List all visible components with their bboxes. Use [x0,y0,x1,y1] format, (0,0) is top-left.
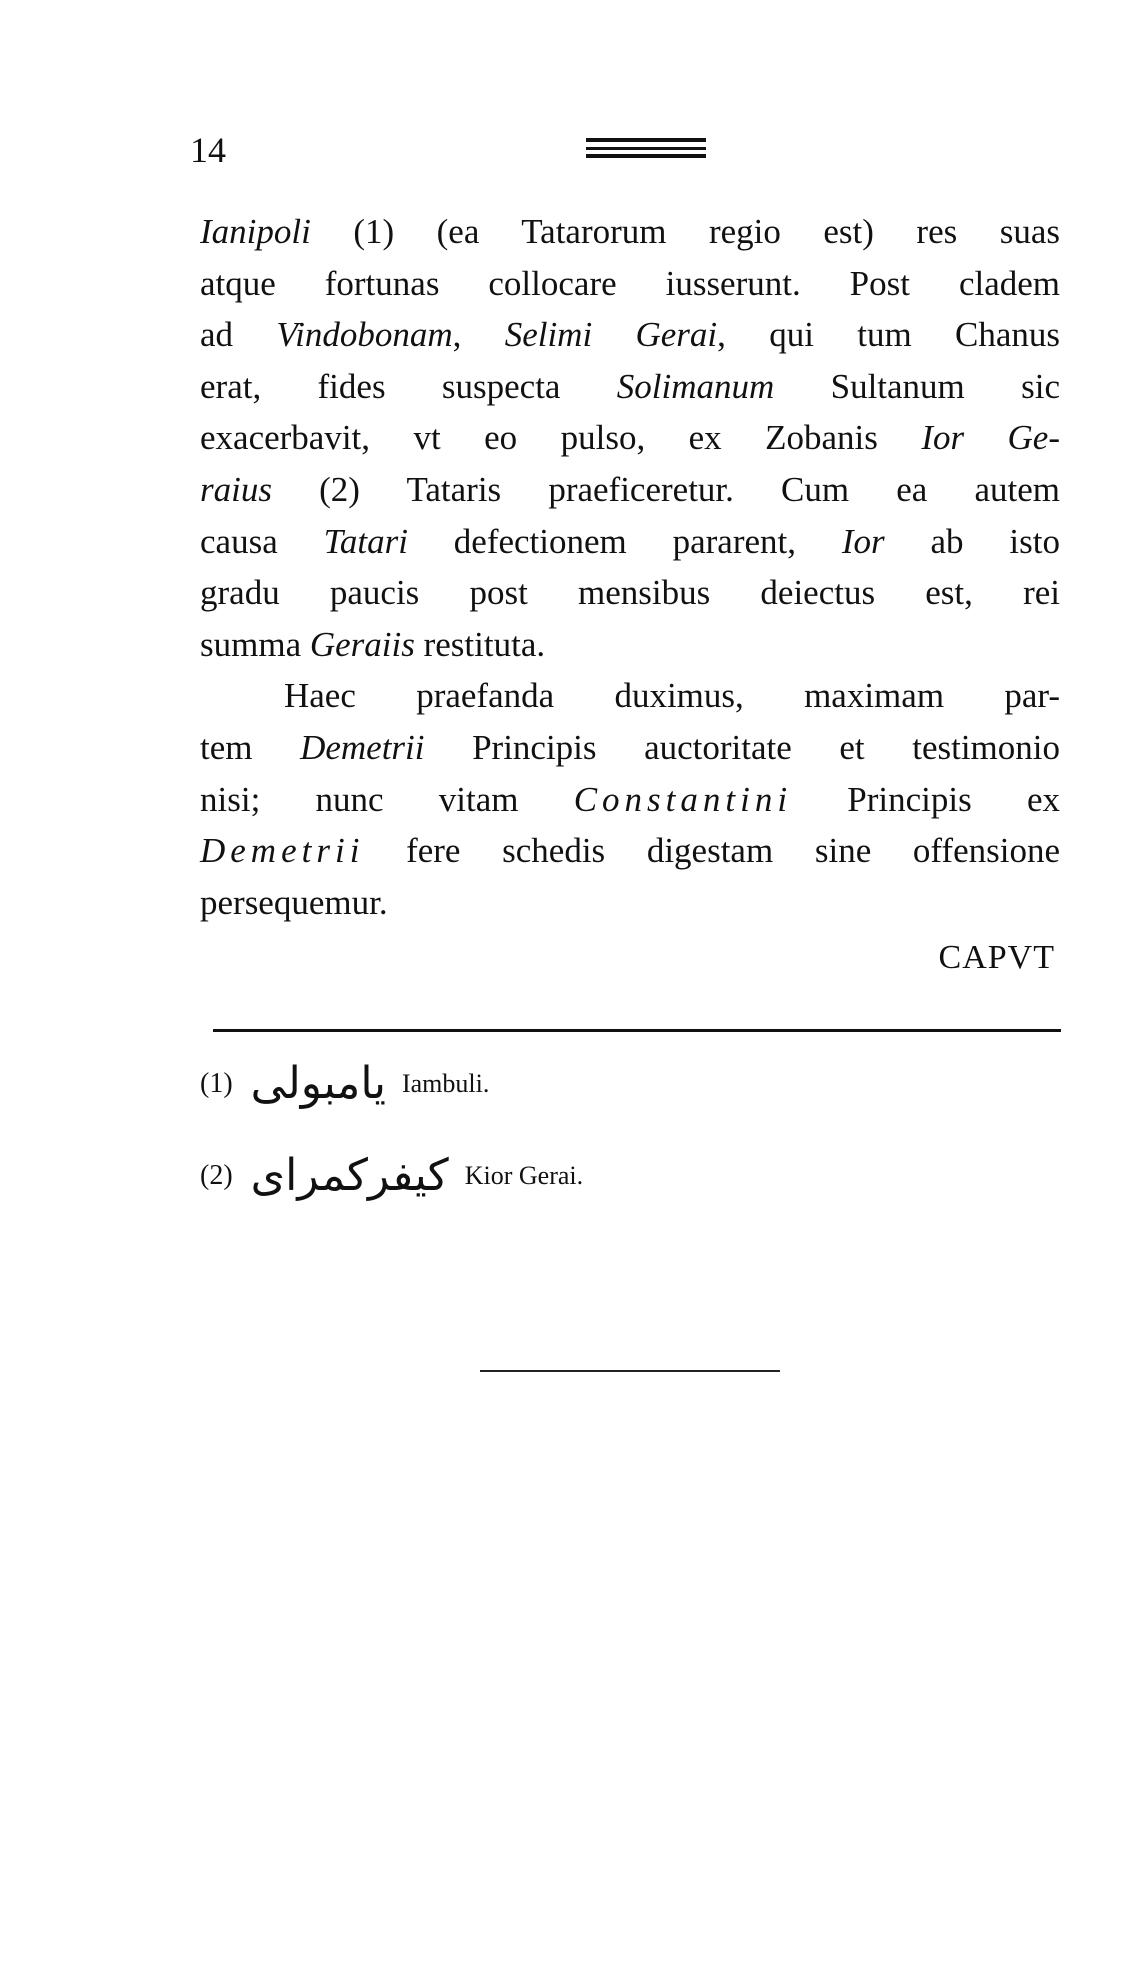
text-segment: Principis ex [792,779,1060,819]
text-segment: (2) Tataris praeficeretur. Cum ea autem [271,469,1060,509]
italic-text: Ianipoli [200,212,311,251]
text-segment: Principis auctoritate et testimonio [424,727,1060,767]
text-segment: , qui tum Chanus [717,315,1060,355]
text-segment: ad [200,315,277,355]
text-line [200,619,1060,671]
italic-text: Tatari [323,521,408,561]
text-segment: erat, fides suspecta [200,366,617,406]
italic-text: Ior [841,521,885,561]
text-segment: persequemur. [200,882,388,922]
footnote-latin-text: Iambuli. [401,1069,490,1098]
text-segment: Haec praefanda duximus, maximam par- [284,676,1060,716]
text-segment: gradu paucis post mensibus deiectus est, rei [200,573,1060,613]
text-line [200,722,1060,774]
footnote-arabic-text: يامبولى [250,1058,386,1109]
footnote-latin-text: Kior Gerai. [464,1161,584,1190]
text-segment: Sultanum sic [774,366,1060,406]
text-line [200,670,1060,722]
text-segment: fere schedis digestam sine offensione [364,831,1060,871]
footnote-2 [200,1150,584,1201]
text-segment: tem [200,727,301,767]
text-segment: , [452,315,505,355]
text-line [200,412,1060,464]
header-rule-line [586,147,706,150]
text-line [200,258,1060,310]
text-segment: restituta. [414,624,546,664]
italic-text: Constantini [573,779,793,819]
italic-text: Ior Ge- [921,418,1060,458]
text-segment: causa [200,521,324,561]
text-line [200,206,1060,258]
italic-text: Demetrii [200,831,365,871]
footnote-arabic-text: كيفركمراى [250,1150,449,1201]
footnote-number: (2) [200,1160,233,1191]
footnote-number: (1) [200,1068,233,1099]
body-text [200,206,1060,928]
italic-text: Geraiis [309,624,415,664]
text-segment: nisi; nunc vitam [200,779,574,819]
italic-text: Vindobonam [276,315,453,355]
text-segment: summa [200,624,310,664]
text-segment: ab isto [884,521,1060,561]
page-number: 14 [190,130,226,170]
italic-text: raius [200,469,272,509]
text-line [200,361,1060,413]
text-segment: (1) (ea Tatarorum regio est) res suas [310,212,1060,251]
italic-text: Selimi Gerai [504,315,718,355]
italic-text: Demetrii [300,727,425,767]
text-line [200,774,1060,826]
text-line [200,464,1060,516]
text-line [200,567,1060,619]
text-line [200,877,1060,929]
header-rule-line [586,138,706,142]
header-rule-line [586,154,706,158]
text-segment: atque fortunas collocare iusserunt. Post cladem [200,263,1060,303]
footnote-separator [213,1029,1061,1032]
text-line [200,516,1060,568]
end-rule [480,1370,780,1372]
text-segment: defectionem pararent, [407,521,842,561]
italic-text: Solimanum [616,366,775,406]
text-line [200,309,1060,361]
catchword: CAPVT [938,939,1055,976]
text-segment: exacerbavit, vt eo pulso, ex Zobanis [200,418,922,458]
footnote-1 [200,1058,490,1109]
text-line [200,825,1060,877]
